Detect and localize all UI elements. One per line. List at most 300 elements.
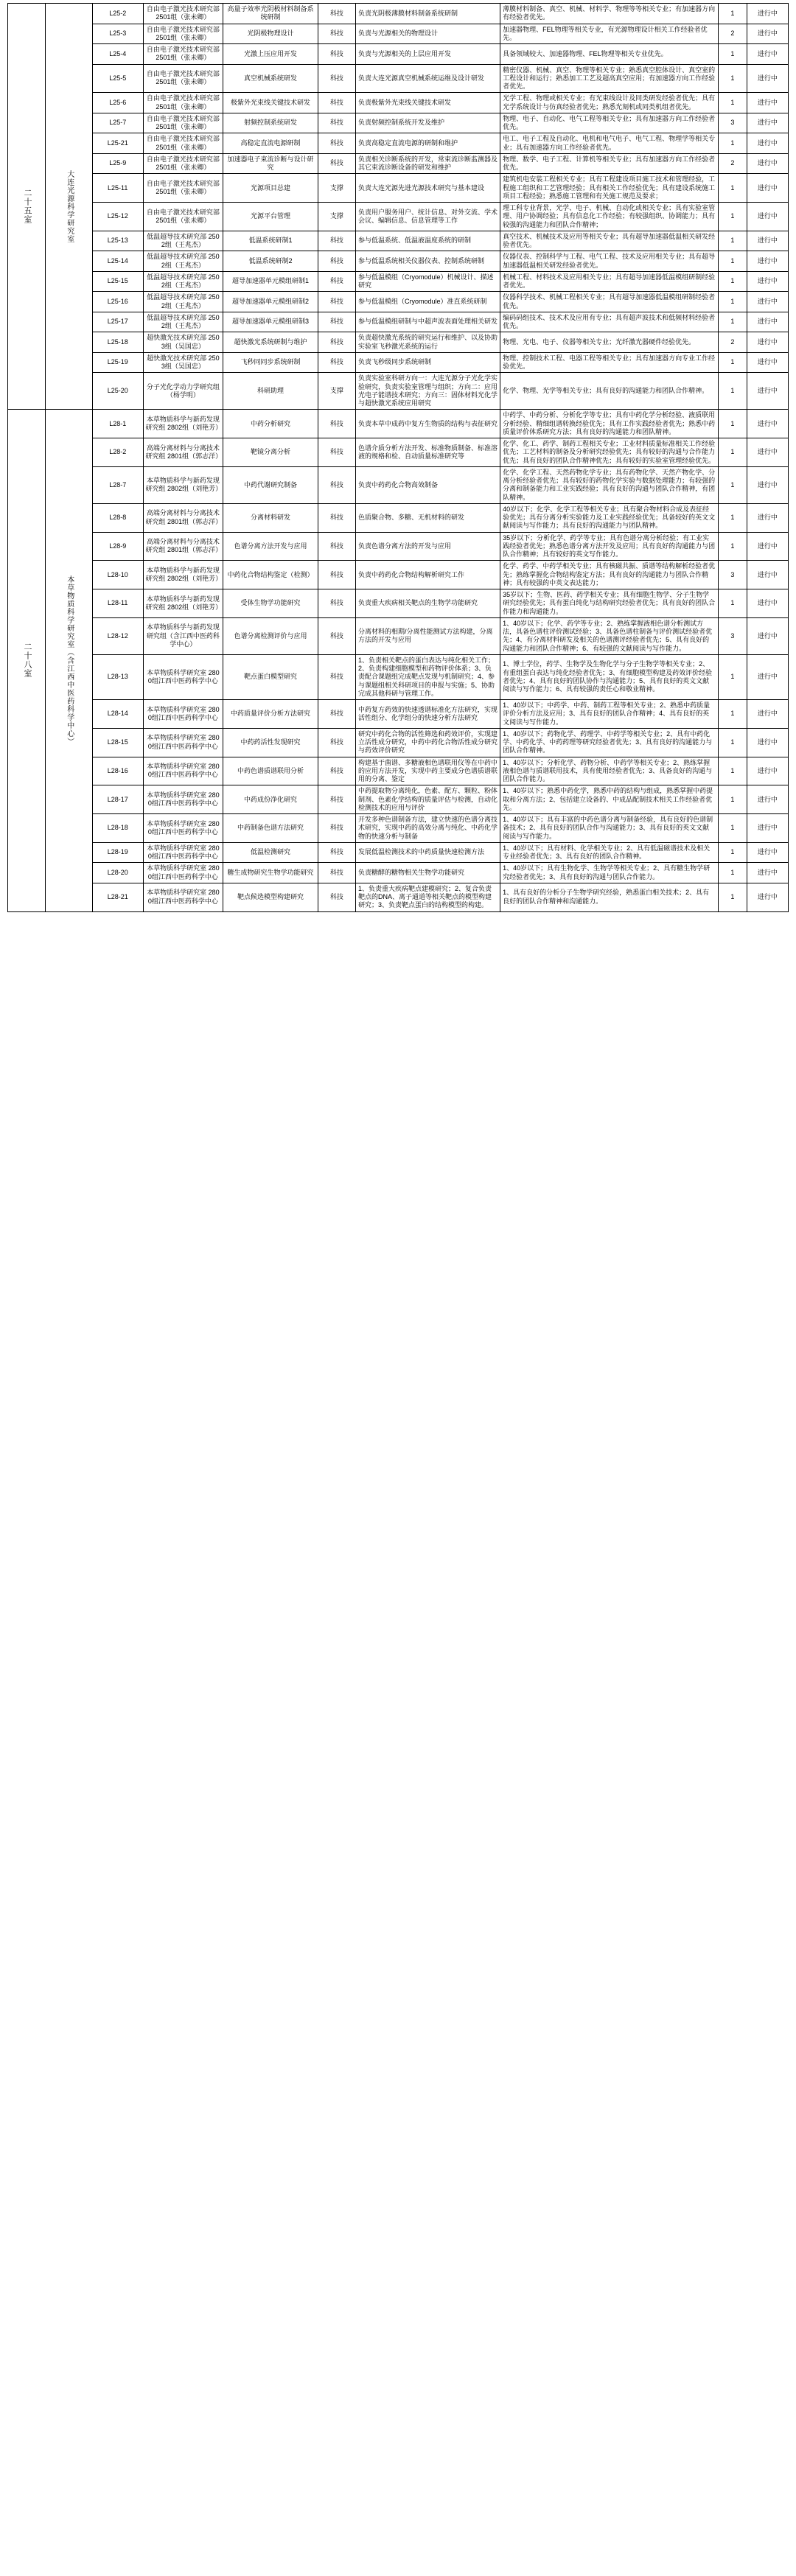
table-row <box>8 785 789 814</box>
position-code-cell: L25-3 <box>92 24 143 44</box>
position-duty-cell: 1、负责相关靶点的蛋白表达与纯化相关工作；2、负责构建细胞模型和药物评价体系；3、负责配合课题组完成靶点发现与机制研究；4、参与课题组相关科研项目的申报与实施；5、协助完成其他科研与管理工作。 <box>356 654 500 699</box>
position-type-cell: 科技 <box>318 410 355 438</box>
status-cell: 进行中 <box>747 251 788 272</box>
position-requirement-cell: 仪器仪表、控制科学与工程、电气工程、技术及应用相关专业；具有超导加速器低温相关研发经验者优先。 <box>500 251 719 272</box>
headcount-cell: 1 <box>719 4 747 24</box>
headcount-cell: 1 <box>719 271 747 292</box>
table-row <box>8 438 789 467</box>
position-code-cell: L25-6 <box>92 93 143 113</box>
status-cell: 进行中 <box>747 4 788 24</box>
position-type-cell: 科技 <box>318 271 355 292</box>
position-type-cell: 科技 <box>318 561 355 589</box>
table-row <box>8 503 789 532</box>
position-name-cell: 中药化合物结构鉴定（检测） <box>223 561 318 589</box>
position-duty-cell: 负责重大疾病相关靶点的生物学功能研究 <box>356 589 500 618</box>
position-name-cell: 超导加速器单元模组研制1 <box>223 271 318 292</box>
research-group-cell: 本草物质科学与新药发现研究组 2802组（刘艳芳） <box>143 561 223 589</box>
position-type-cell: 科技 <box>318 4 355 24</box>
position-code-cell: L25-4 <box>92 44 143 65</box>
status-cell: 进行中 <box>747 700 788 729</box>
table-row <box>8 561 789 589</box>
position-name-cell: 高稳定直流电源研制 <box>223 133 318 154</box>
status-cell: 进行中 <box>747 410 788 438</box>
position-name-cell: 光源平台管理 <box>223 203 318 231</box>
headcount-cell: 1 <box>719 654 747 699</box>
position-type-cell: 科技 <box>318 617 355 654</box>
headcount-cell: 1 <box>719 174 747 203</box>
position-requirement-cell: 机械工程、材料技术及应用相关专业；具有超导加速器低温模组研制经验者优先。 <box>500 271 719 292</box>
position-duty-cell: 负责相关诊断系统的开发，常束流诊断监测器及其它束流诊断设备的研发和维护 <box>356 153 500 174</box>
position-requirement-cell: 光学工程、物理或相关专业；有光束线设计及同类研发经验者优先；具有光学系统设计与仿真经验者优先；熟悉光刻机或同类机组者优先。 <box>500 93 719 113</box>
position-type-cell: 科技 <box>318 466 355 503</box>
position-type-cell: 科技 <box>318 863 355 883</box>
position-name-cell: 高量子效率光阴极材料制备系统研制 <box>223 4 318 24</box>
position-duty-cell: 负责飞秒级同步系统研制 <box>356 352 500 373</box>
position-requirement-cell: 物理、光电、电子、仪器等相关专业；光纤激光器硬件经验优先。 <box>500 332 719 353</box>
status-cell: 进行中 <box>747 352 788 373</box>
position-duty-cell: 发展低温检测技术的中药质量快速检测方法 <box>356 842 500 863</box>
position-requirement-cell: 化学、化学工程、天然药物化学专业；具有药物化学、天然产物化学、分离分析经验者优先；具有较好的药物化学实验与数据处理能力；有较强的分离和制备能力和工业实践经验；具有良好的沟通与团队合作精神，有团队精神。 <box>500 466 719 503</box>
position-duty-cell: 负责极紫外光束线关键技术研发 <box>356 93 500 113</box>
position-code-cell: L28-15 <box>92 728 143 757</box>
status-cell: 进行中 <box>747 503 788 532</box>
position-code-cell: L28-2 <box>92 438 143 467</box>
position-code-cell: L28-18 <box>92 814 143 843</box>
table-row <box>8 93 789 113</box>
position-name-cell: 中药色谱质谱联用分析 <box>223 757 318 785</box>
position-name-cell: 超导加速器单元模组研制3 <box>223 312 318 332</box>
position-duty-cell: 参与低温模组研制与中超声波表面处理相关研发 <box>356 312 500 332</box>
headcount-cell: 1 <box>719 44 747 65</box>
table-row <box>8 814 789 843</box>
position-type-cell: 科技 <box>318 44 355 65</box>
position-code-cell: L25-21 <box>92 133 143 154</box>
position-type-cell: 科技 <box>318 814 355 843</box>
status-cell: 进行中 <box>747 271 788 292</box>
position-requirement-cell: 35岁以下；生物、医药、药学相关专业；具有细胞生物学、分子生物学研究经验优先；具有蛋白纯化与结构研究经验者优先；具有良好的团队合作能力和沟通能力。 <box>500 589 719 618</box>
position-code-cell: L28-16 <box>92 757 143 785</box>
headcount-cell: 1 <box>719 883 747 911</box>
headcount-cell: 1 <box>719 728 747 757</box>
position-code-cell: L28-19 <box>92 842 143 863</box>
headcount-cell: 1 <box>719 352 747 373</box>
research-group-cell: 高端分离材料与分离技术研究组 2801组（郭志洋） <box>143 438 223 467</box>
position-requirement-cell: 物理、电子、自动化、电气工程等相关专业；具有加速器方向工作经验者优先。 <box>500 113 719 133</box>
position-code-cell: L25-2 <box>92 4 143 24</box>
position-requirement-cell: 薄膜材料制备、真空、机械、材料学、物理等等相关专业；有加速器方向有经验者优先。 <box>500 4 719 24</box>
position-duty-cell: 负责大连光源先进光源技术研究与基本建设 <box>356 174 500 203</box>
headcount-cell: 1 <box>719 863 747 883</box>
position-code-cell: L25-20 <box>92 373 143 410</box>
status-cell: 进行中 <box>747 532 788 561</box>
research-group-cell: 本草物质科学研究室 2800组江西中医药科学中心 <box>143 883 223 911</box>
position-requirement-cell: 加速器物理、FEL物理等相关专业，有光源物理设计相关工作经验者优先。 <box>500 24 719 44</box>
status-cell: 进行中 <box>747 785 788 814</box>
status-cell: 进行中 <box>747 842 788 863</box>
status-cell: 进行中 <box>747 93 788 113</box>
position-name-cell: 光激上压应用开发 <box>223 44 318 65</box>
status-cell: 进行中 <box>747 654 788 699</box>
table-row <box>8 251 789 272</box>
position-duty-cell: 负责色谱分离方法的开发与应用 <box>356 532 500 561</box>
status-cell: 进行中 <box>747 814 788 843</box>
position-duty-cell: 负责大连光源真空机械系统运维及设计研发 <box>356 64 500 93</box>
position-type-cell: 科技 <box>318 24 355 44</box>
status-cell: 进行中 <box>747 466 788 503</box>
status-cell: 进行中 <box>747 312 788 332</box>
position-name-cell: 低温系统研制1 <box>223 231 318 251</box>
department-cell: 二十五室 <box>8 4 46 410</box>
position-requirement-cell: 建筑机电安装工程相关专业；具有工程建设项目施工技术和管理经验，工程施工组织和工艺管理经验；具有相关工作经验优先；具有建设系统施工项目工程经验；熟悉施工管理和有关施工规范及要求； <box>500 174 719 203</box>
position-code-cell: L25-19 <box>92 352 143 373</box>
research-group-cell: 本草物质科学研究室 2800组江西中医药科学中心 <box>143 785 223 814</box>
position-type-cell: 科技 <box>318 231 355 251</box>
table-row <box>8 863 789 883</box>
research-group-cell: 本草物质科学研究室 2800组江西中医药科学中心 <box>143 814 223 843</box>
position-duty-cell: 负责本草中成药中复方生物质的结构与表征研究 <box>356 410 500 438</box>
position-type-cell: 科技 <box>318 251 355 272</box>
position-duty-cell: 负责超快激光系统的研究运行和维护、以及协助实验室飞秒激光系统的运行 <box>356 332 500 353</box>
table-row <box>8 466 789 503</box>
research-group-cell: 低温超导技术研究部 2502组（王兆杰） <box>143 231 223 251</box>
position-requirement-cell: 1、40岁以下；药物化学、药理学、中药学等相关专业；2、具有中药化学、中药化学、中药药理等研究经验者优先；3、具有良好的沟通能力与团队合作精神。 <box>500 728 719 757</box>
research-group-cell: 自由电子激光技术研究部 2501组（张未卿） <box>143 153 223 174</box>
position-code-cell: L25-15 <box>92 271 143 292</box>
position-name-cell: 科研助理 <box>223 373 318 410</box>
position-name-cell: 加速器电子束流诊断与设计研究 <box>223 153 318 174</box>
position-type-cell: 科技 <box>318 757 355 785</box>
position-name-cell: 低温检测研究 <box>223 842 318 863</box>
research-group-cell: 低温超导技术研究部 2502组（王兆杰） <box>143 251 223 272</box>
table-row <box>8 203 789 231</box>
table-row <box>8 842 789 863</box>
research-group-cell: 低温超导技术研究部 2502组（王兆杰） <box>143 271 223 292</box>
recruitment-table <box>7 3 789 912</box>
position-name-cell: 中药制备色谱方法研究 <box>223 814 318 843</box>
position-code-cell: L25-11 <box>92 174 143 203</box>
institute-cell: 本草物质科学研究室（含江西中医药科学中心） <box>46 410 93 911</box>
headcount-cell: 1 <box>719 438 747 467</box>
position-name-cell: 超导加速器单元模组研制2 <box>223 292 318 312</box>
research-group-cell: 自由电子激光技术研究部 2501组（张未卿） <box>143 4 223 24</box>
research-group-cell: 自由电子激光技术研究部 2501组（张未卿） <box>143 93 223 113</box>
table-row <box>8 617 789 654</box>
position-duty-cell: 构建基于菌谱、多糖液相色谱联用仪等在中药中的应用方法开发，实现中药主要成分色谱质谱联用的分离、鉴定 <box>356 757 500 785</box>
position-duty-cell: 负责与光源相关的物理设计 <box>356 24 500 44</box>
research-group-cell: 本草物质科学与新药发现研究组 2802组（刘艳芳） <box>143 410 223 438</box>
position-name-cell: 极紫外光束线关键技术研发 <box>223 93 318 113</box>
position-requirement-cell: 真空技术、机械技术及应用等相关专业；具有超导加速器低温相关研发经验者优先。 <box>500 231 719 251</box>
position-requirement-cell: 1、40岁以下；中药学、中药、制药工程等相关专业；2、熟悉中药质量评价分析方法及应用；3、具有良好的团队合作精神；4、具有良好的英文阅读与写作能力。 <box>500 700 719 729</box>
headcount-cell: 1 <box>719 785 747 814</box>
position-code-cell: L25-13 <box>92 231 143 251</box>
status-cell: 进行中 <box>747 153 788 174</box>
position-duty-cell: 负责与光源相关的上层应用开发 <box>356 44 500 65</box>
position-type-cell: 科技 <box>318 64 355 93</box>
position-requirement-cell: 精密仪器、机械、真空、物理等相关专业；熟悉真空腔体设计、真空室的工程设计和运行；熟悉加工工艺及超高真空应用；有加速器方向工作经验者优先。 <box>500 64 719 93</box>
status-cell: 进行中 <box>747 373 788 410</box>
position-type-cell: 科技 <box>318 589 355 618</box>
position-duty-cell: 中药提取物分离纯化，色素、配方、颗粒、粉体制剂、色素化学结构的质量评估与检测，自动化检测技术的应用与评价 <box>356 785 500 814</box>
research-group-cell: 本草物质科学研究室 2800组江西中医药科学中心 <box>143 842 223 863</box>
position-name-cell: 受体生物学功能研究 <box>223 589 318 618</box>
position-duty-cell: 负责用户服务用户、统计信息、对外交流、学术会议、编辑信息、信息管理等工作 <box>356 203 500 231</box>
position-duty-cell: 负责中药药化合物结构解析研究工作 <box>356 561 500 589</box>
position-name-cell: 中药成份净化研究 <box>223 785 318 814</box>
research-group-cell: 本草物质科学研究室 2800组江西中医药科学中心 <box>143 700 223 729</box>
position-type-cell: 支撑 <box>318 203 355 231</box>
position-code-cell: L25-12 <box>92 203 143 231</box>
position-code-cell: L28-14 <box>92 700 143 729</box>
position-type-cell: 支撑 <box>318 174 355 203</box>
research-group-cell: 自由电子激光技术研究部 2501组（张未卿） <box>143 174 223 203</box>
position-type-cell: 科技 <box>318 503 355 532</box>
position-code-cell: L25-18 <box>92 332 143 353</box>
research-group-cell: 超快激光技术研究部 2503组（吴国忠） <box>143 352 223 373</box>
position-requirement-cell: 化学、物理、光学等相关专业；具有良好的沟通能力和团队合作精神。 <box>500 373 719 410</box>
position-duty-cell: 参与低温模组（Cryomodule）准直系统研制 <box>356 292 500 312</box>
research-group-cell: 本草物质科学与新药发现研究组 2802组（刘艳芳） <box>143 466 223 503</box>
position-type-cell: 科技 <box>318 728 355 757</box>
position-requirement-cell: 仪器科学技术、机械工程相关专业；具有超导加速器低温模组研制经验者优先。 <box>500 292 719 312</box>
position-duty-cell: 中药复方药效的快速透谱标准化方法研究，实现活性组分、化学组分的快速分析方法研究 <box>356 700 500 729</box>
headcount-cell: 1 <box>719 133 747 154</box>
position-type-cell: 科技 <box>318 842 355 863</box>
position-name-cell: 真空机械系统研发 <box>223 64 318 93</box>
position-code-cell: L28-12 <box>92 617 143 654</box>
table-row <box>8 700 789 729</box>
research-group-cell: 低温超导技术研究部 2502组（王兆杰） <box>143 292 223 312</box>
department-cell: 二十八室 <box>8 410 46 911</box>
headcount-cell: 3 <box>719 561 747 589</box>
position-name-cell: 飞秒同同步系统研制 <box>223 352 318 373</box>
headcount-cell: 1 <box>719 757 747 785</box>
table-row <box>8 757 789 785</box>
position-code-cell: L28-21 <box>92 883 143 911</box>
position-name-cell: 分离材料研发 <box>223 503 318 532</box>
table-row <box>8 352 789 373</box>
research-group-cell: 自由电子激光技术研究部 2501组（张未卿） <box>143 133 223 154</box>
position-type-cell: 科技 <box>318 153 355 174</box>
position-code-cell: L25-14 <box>92 251 143 272</box>
research-group-cell: 本草物质科学研究室 2800组江西中医药科学中心 <box>143 757 223 785</box>
research-group-cell: 高端分离材料与分离技术研究组 2801组（郭志洋） <box>143 532 223 561</box>
table-row <box>8 113 789 133</box>
headcount-cell: 1 <box>719 231 747 251</box>
headcount-cell: 1 <box>719 93 747 113</box>
headcount-cell: 3 <box>719 617 747 654</box>
position-code-cell: L25-17 <box>92 312 143 332</box>
research-group-cell: 超快激光技术研究部 2503组（吴国忠） <box>143 332 223 353</box>
position-requirement-cell: 1、40岁以下；具有丰富的中药色谱分离与制备经验，具有良好的色谱制备技术；2、具有良好的团队合作与沟通能力；3、具有良好的英文文献阅读与写作能力。 <box>500 814 719 843</box>
status-cell: 进行中 <box>747 561 788 589</box>
position-requirement-cell: 电工、电子工程及自动化、电机和电气电子、电气工程、物理学等相关专业；具有加速器方向工作经验者优先。 <box>500 133 719 154</box>
position-type-cell: 科技 <box>318 532 355 561</box>
position-requirement-cell: 1、40岁以下；化学、药学等专业；2、熟练掌握液相色谱分析测试方法，具备色谱柱评价测试经验；3、具备色谱柱制备与评价测试经验者优先；4、有分离材料研发及相关的色谱测评经验者优先；5、具有良好的沟通能力和团队合作精神；6、有较强的文献阅读与写作能力。 <box>500 617 719 654</box>
table-row <box>8 153 789 174</box>
research-group-cell: 自由电子激光技术研究部 2501组（张未卿） <box>143 203 223 231</box>
table-body <box>8 4 789 912</box>
headcount-cell: 1 <box>719 203 747 231</box>
position-code-cell: L28-9 <box>92 532 143 561</box>
position-requirement-cell: 理工科专业背景，光学、电子、机械、自动化或相关专业；具有实验室管理、用户协调经验；具有信息化工作经验；有较强组织、协调能力；具有较强的沟通能力和团队合作精神； <box>500 203 719 231</box>
position-duty-cell: 色谱介质分析方法开发、标准物质制备、标准溶液的规格和检、自动质量标准研究等 <box>356 438 500 467</box>
status-cell: 进行中 <box>747 617 788 654</box>
position-requirement-cell: 1、40岁以下；分析化学、药物分析、中药学等相关专业；2、熟练掌握液相色谱与质谱联用技术，具有使用经验者优先；3、具备良好的沟通与团队合作能力。 <box>500 757 719 785</box>
institute-cell: 大连光源科学研究室 <box>46 4 93 410</box>
position-code-cell: L28-11 <box>92 589 143 618</box>
headcount-cell: 1 <box>719 251 747 272</box>
position-code-cell: L25-7 <box>92 113 143 133</box>
research-group-cell: 分子光化学动力学研究组（杨学明） <box>143 373 223 410</box>
research-group-cell: 本草物质科学研究室 2800组江西中医药科学中心 <box>143 863 223 883</box>
position-duty-cell: 参与低温模组（Cryomodule）机械设计、描述研究 <box>356 271 500 292</box>
position-code-cell: L28-10 <box>92 561 143 589</box>
position-name-cell: 中药药活性发现研究 <box>223 728 318 757</box>
position-requirement-cell: 1、40岁以下；熟悉中药化学，熟悉中药的结构与组成，熟悉掌握中药提取和分离方法；2、包括建立设备的、中成品配制技术相关工作经验者优先。 <box>500 785 719 814</box>
table-row <box>8 231 789 251</box>
research-group-cell: 自由电子激光技术研究部 2501组（张未卿） <box>143 44 223 65</box>
position-name-cell: 中药代谢研究制备 <box>223 466 318 503</box>
position-type-cell: 科技 <box>318 700 355 729</box>
position-duty-cell: 负责高稳定直流电源的研制和维护 <box>356 133 500 154</box>
research-group-cell: 本草物质科学研究室 2800组江西中医药科学中心 <box>143 654 223 699</box>
status-cell: 进行中 <box>747 24 788 44</box>
position-duty-cell: 负责中药药化合物高效制备 <box>356 466 500 503</box>
position-duty-cell: 开发多种色谱制备方法，建立快速的色谱分离技术研究，实现中药的高效分离与纯化、中药化学物的快速分析与制备 <box>356 814 500 843</box>
position-name-cell: 靶镜分离分析 <box>223 438 318 467</box>
position-duty-cell: 研究中药化合物的活性筛选和药效评价，实现建立活性成分研究，中药中药化合物活性成分研究与药效评价研究 <box>356 728 500 757</box>
position-code-cell: L28-1 <box>92 410 143 438</box>
recruitment-table-page <box>0 3 796 912</box>
position-type-cell: 科技 <box>318 883 355 911</box>
status-cell: 进行中 <box>747 174 788 203</box>
headcount-cell: 1 <box>719 532 747 561</box>
headcount-cell: 1 <box>719 466 747 503</box>
position-type-cell: 科技 <box>318 332 355 353</box>
position-requirement-cell: 40岁以下；化学、化学工程等相关专业；具有聚合物材料合成及表征经验优先；具有分离分析实验能力及工业实践经验优先；具备较好的英文文献阅读与写作能力；具有良好的沟通能力与团队精神。 <box>500 503 719 532</box>
position-duty-cell: 参与低温系统相关仪器仪表、控制系统研制 <box>356 251 500 272</box>
position-type-cell: 科技 <box>318 654 355 699</box>
position-requirement-cell: 具备领域较大、加速器物理、FEL物理等相关专业优先。 <box>500 44 719 65</box>
research-group-cell: 本草物质科学与新药发现研究组（含江西中医药科学中心） <box>143 617 223 654</box>
position-name-cell: 糖生成物研究生物学功能研究 <box>223 863 318 883</box>
table-row <box>8 271 789 292</box>
status-cell: 进行中 <box>747 883 788 911</box>
headcount-cell: 1 <box>719 64 747 93</box>
position-requirement-cell: 编码码组技术、技术术及应用有专业；具有超声波技术和低频材料经验者优先。 <box>500 312 719 332</box>
position-code-cell: L28-20 <box>92 863 143 883</box>
position-duty-cell: 负责射频控制系统开发及维护 <box>356 113 500 133</box>
position-duty-cell: 分离材料的相期/分离性能测试方法构建，分离方法的开发与应用 <box>356 617 500 654</box>
table-row <box>8 174 789 203</box>
research-group-cell: 低温超导技术研究部 2502组（王兆杰） <box>143 312 223 332</box>
table-row <box>8 654 789 699</box>
position-name-cell: 靶点候选模型构建研究 <box>223 883 318 911</box>
position-type-cell: 科技 <box>318 438 355 467</box>
position-name-cell: 中药分析研究 <box>223 410 318 438</box>
headcount-cell: 1 <box>719 589 747 618</box>
position-name-cell: 超快激光系统研制与维护 <box>223 332 318 353</box>
table-row <box>8 24 789 44</box>
research-group-cell: 自由电子激光技术研究部 2501组（张未卿） <box>143 64 223 93</box>
position-name-cell: 光源项目总建 <box>223 174 318 203</box>
position-type-cell: 科技 <box>318 352 355 373</box>
position-name-cell: 靶点蛋白模型研究 <box>223 654 318 699</box>
headcount-cell: 1 <box>719 814 747 843</box>
position-type-cell: 科技 <box>318 312 355 332</box>
position-code-cell: L28-7 <box>92 466 143 503</box>
position-requirement-cell: 1、博士学位，药学、生物学及生物化学与分子生物学等相关专业；2、有重组蛋白表达与纯化经验者优先；3、有细胞模型构建及药效评价经验者优先；4、具有良好的团队协作与沟通能力；5、具有良好的英文文献阅读与写作能力；6、具有较强的责任心和敬业精神。 <box>500 654 719 699</box>
position-name-cell: 色谱分离方法开发与应用 <box>223 532 318 561</box>
position-code-cell: L25-9 <box>92 153 143 174</box>
status-cell: 进行中 <box>747 728 788 757</box>
research-group-cell: 本草物质科学与新药发现研究组 2802组（刘艳芳） <box>143 589 223 618</box>
position-code-cell: L25-16 <box>92 292 143 312</box>
position-requirement-cell: 物理、数学、电子工程、计算机等相关专业；具有加速器方向工作经验者优先。 <box>500 153 719 174</box>
position-requirement-cell: 1、40岁以下；具有生物化学、生物学等相关专业；2、具有糖生物学研究经验者优先；3、具有良好的沟通与团队合作能力。 <box>500 863 719 883</box>
table-row <box>8 589 789 618</box>
status-cell: 进行中 <box>747 292 788 312</box>
headcount-cell: 1 <box>719 312 747 332</box>
status-cell: 进行中 <box>747 863 788 883</box>
headcount-cell: 1 <box>719 373 747 410</box>
research-group-cell: 自由电子激光技术研究部 2501组（张未卿） <box>143 24 223 44</box>
position-type-cell: 科技 <box>318 133 355 154</box>
table-row <box>8 883 789 911</box>
position-code-cell: L25-5 <box>92 64 143 93</box>
headcount-cell: 3 <box>719 113 747 133</box>
position-type-cell: 科技 <box>318 93 355 113</box>
position-type-cell: 科技 <box>318 113 355 133</box>
research-group-cell: 高端分离材料与分离技术研究组 2801组（郭志洋） <box>143 503 223 532</box>
position-code-cell: L28-17 <box>92 785 143 814</box>
table-row <box>8 292 789 312</box>
table-row <box>8 532 789 561</box>
position-duty-cell: 负责光阴极薄膜材料制备系统研制 <box>356 4 500 24</box>
table-row <box>8 312 789 332</box>
headcount-cell: 1 <box>719 700 747 729</box>
headcount-cell: 1 <box>719 292 747 312</box>
table-row <box>8 728 789 757</box>
position-duty-cell: 色质聚合物、多糖、无机材料的研发 <box>356 503 500 532</box>
headcount-cell: 2 <box>719 332 747 353</box>
headcount-cell: 1 <box>719 842 747 863</box>
position-requirement-cell: 化学、药学、中药学相关专业；具有核磁共振、质谱等结构解析经验者优先；熟练掌握化合物结构鉴定方法；具有良好的沟通能力与团队合作精神；具有较强的中英文表达能力； <box>500 561 719 589</box>
position-name-cell: 中药质量评价分析方法研究 <box>223 700 318 729</box>
table-row <box>8 332 789 353</box>
status-cell: 进行中 <box>747 44 788 65</box>
position-requirement-cell: 35岁以下；分析化学、药学等专业；具有色谱分离分析经验；有工业实践经验者优先；熟悉色谱分离方法开发及应用；具有良好的沟通能力与团队合作精神；具有较好的英文写作能力。 <box>500 532 719 561</box>
position-requirement-cell: 化学、化工、药学、制药工程相关专业；工业材料质量标准相关工作经验优先；工艺材料的制备及分析研究经验优先；具有较好的沟通与合作能力优先；具有良好的团队合作精神优先；具有较好的实验室管理经验优先。 <box>500 438 719 467</box>
headcount-cell: 1 <box>719 503 747 532</box>
position-name-cell: 低温系统研制2 <box>223 251 318 272</box>
position-code-cell: L28-13 <box>92 654 143 699</box>
status-cell: 进行中 <box>747 589 788 618</box>
status-cell: 进行中 <box>747 113 788 133</box>
position-name-cell: 光阴极物理设计 <box>223 24 318 44</box>
table-row <box>8 373 789 410</box>
status-cell: 进行中 <box>747 133 788 154</box>
status-cell: 进行中 <box>747 203 788 231</box>
table-row <box>8 410 789 438</box>
position-requirement-cell: 物理、控制技术工程、电器工程等相关专业；具有加速器方向专业工作经验优先。 <box>500 352 719 373</box>
position-type-cell: 科技 <box>318 292 355 312</box>
headcount-cell: 2 <box>719 153 747 174</box>
position-requirement-cell: 中药学、中药分析、分析化学等专业；具有中药化学分析经验、液质联用分析经验、精细组谱转换经验优先；具有工作实践经验者优先；熟悉中药质量评价体系研究方法；具有良好的沟通能力和团队精神。 <box>500 410 719 438</box>
table-row <box>8 4 789 24</box>
table-row <box>8 44 789 65</box>
